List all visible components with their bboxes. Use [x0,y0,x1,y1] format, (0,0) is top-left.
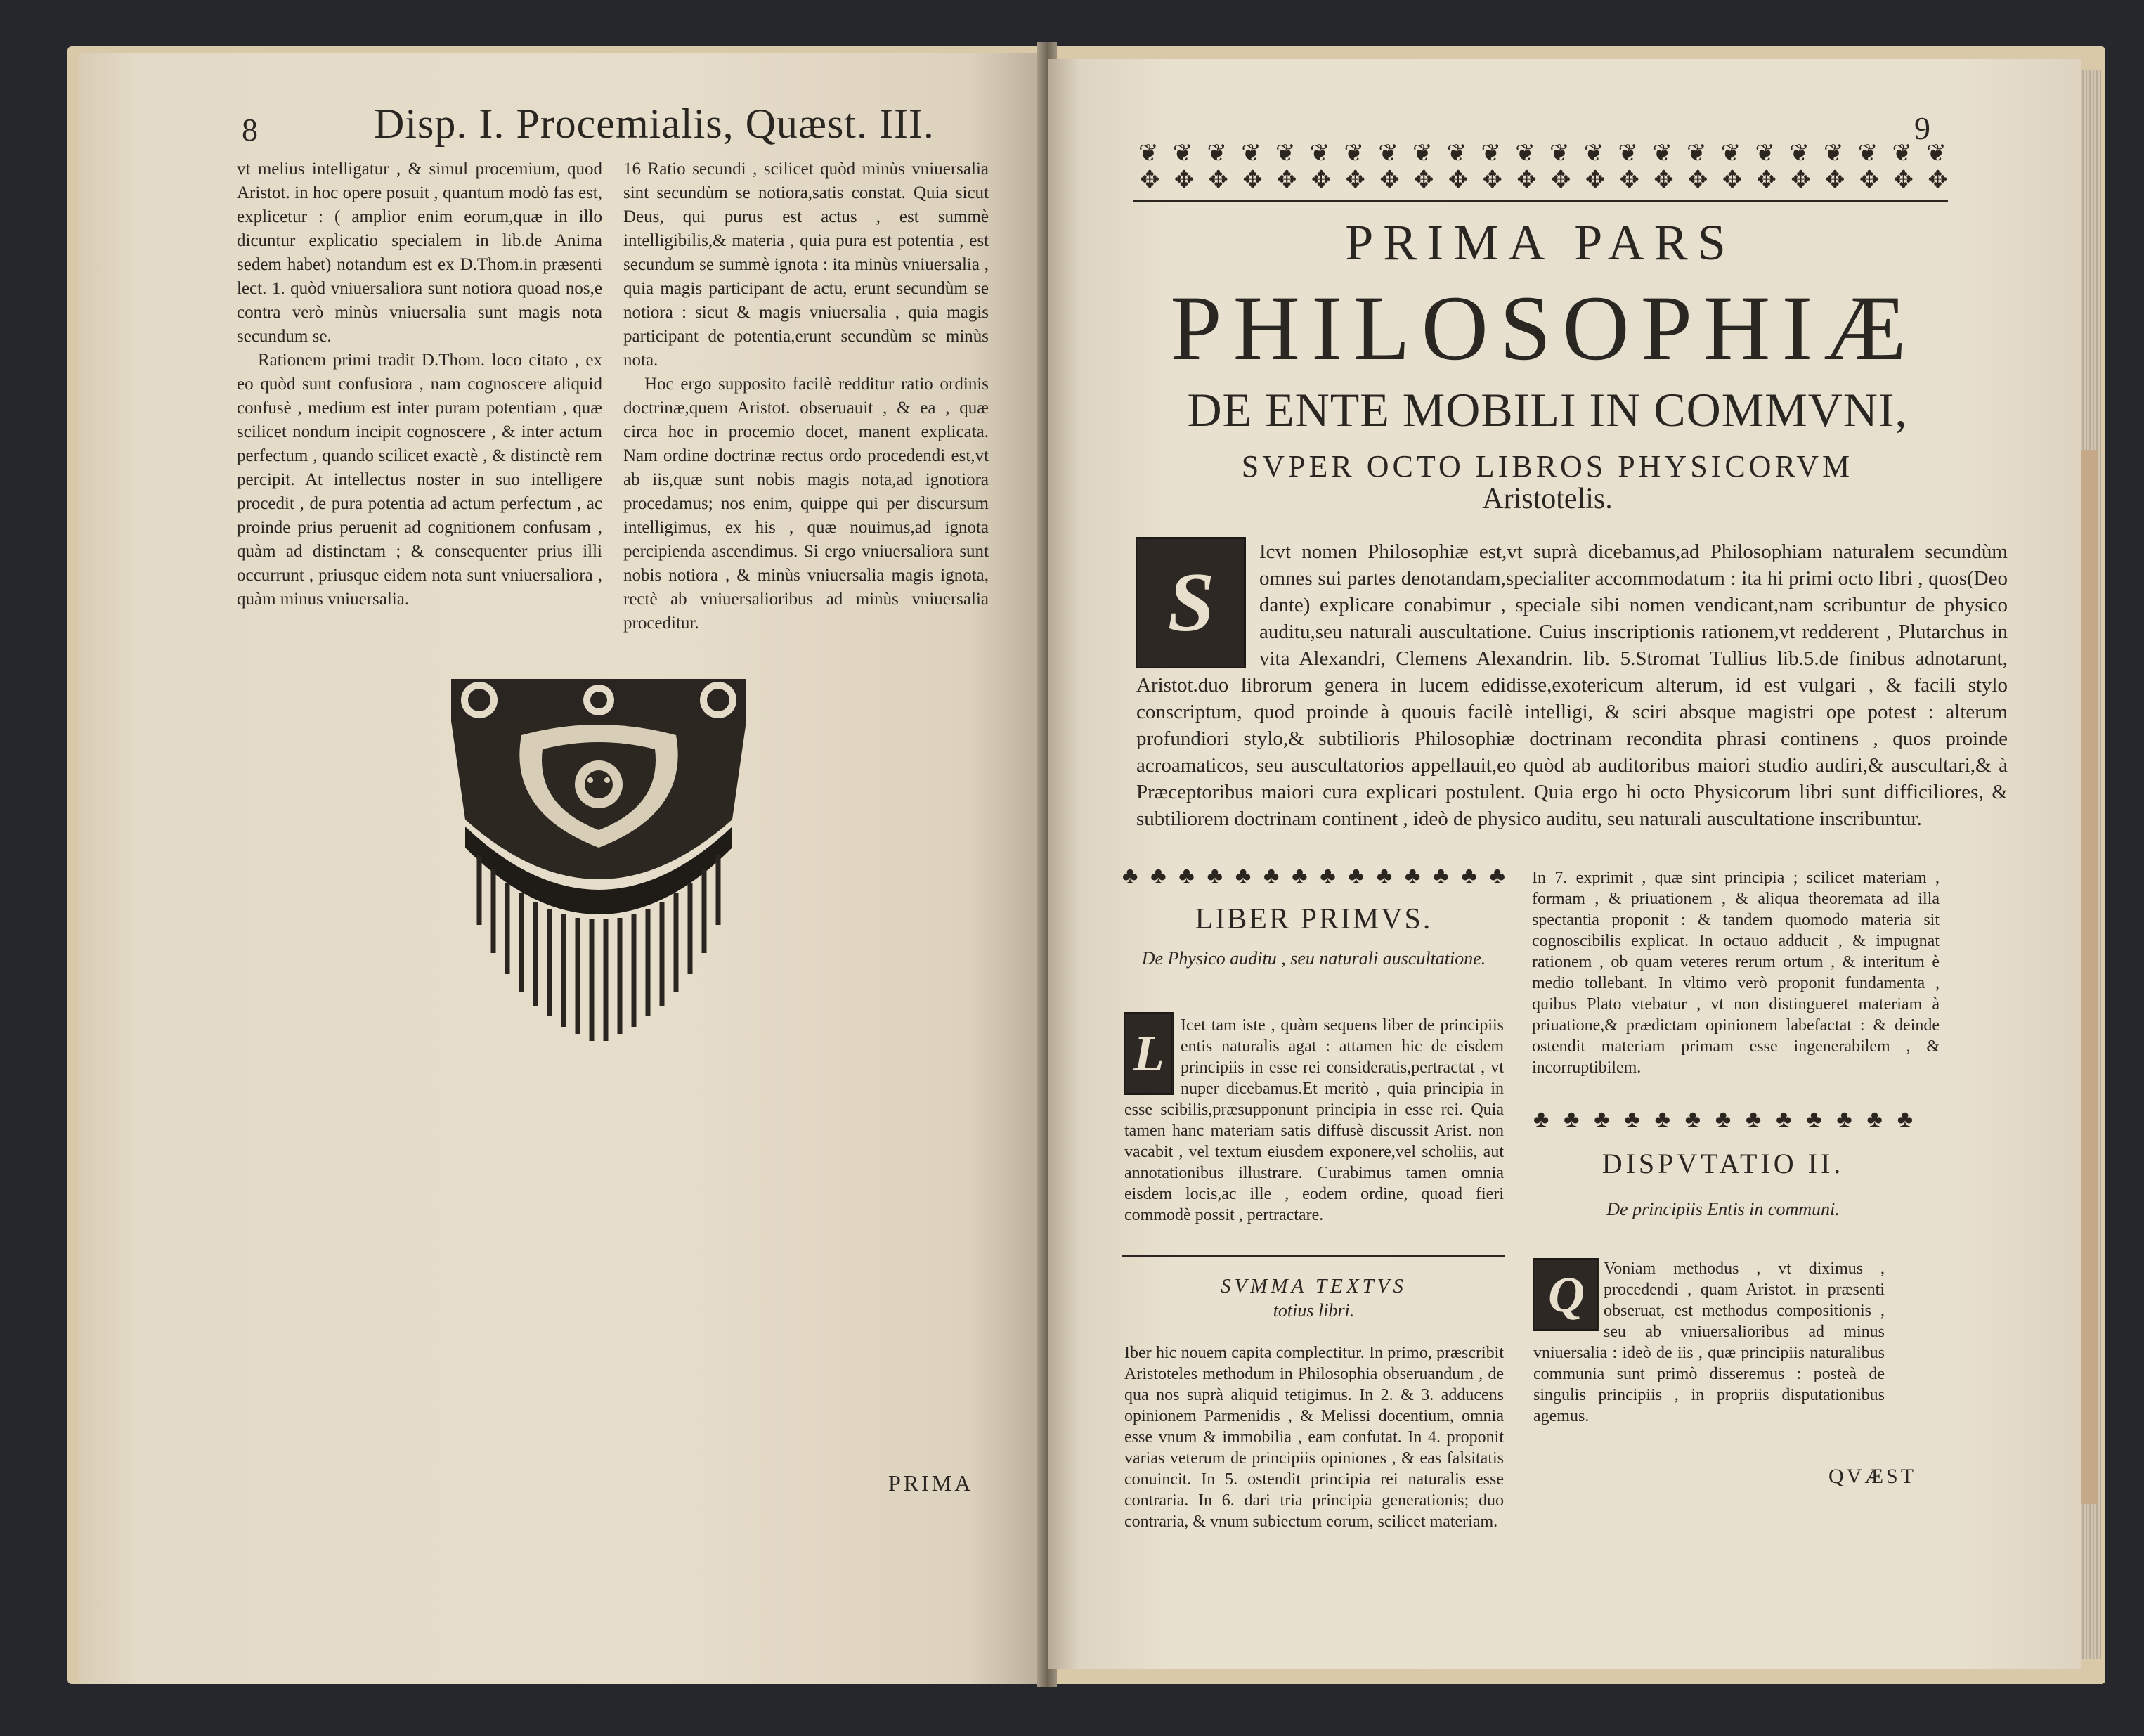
right-catchword: QVÆST [1828,1465,1917,1488]
disputatio-paragraph-float [1533,1258,1604,1328]
liber-paragraph-float [1124,1015,1181,1096]
disputatio-heading: DISPVTATIO II. [1601,1148,1845,1179]
left-page-number: 8 [242,112,258,148]
left-col1-paragraph-2: Rationem primi tradit D.Thom. loco citato , ex eo quòd sunt confusiora , nam cognoscere aliquid confusè , medium est inter puram potentiam , quæ scilicet nondum incipit cognoscere , & inter actum perfectum , quando scilicet exactè , & distinctè rem percipit. At intellectus noster in suo intelligere procedit , de pura potentia ad actum perfectum , ac proinde prius peruenit ad cognitionem confusam , quàm ad distinctam ; & consequenter prius illi occurrunt , priusque eidem nota sunt vniuersaliora , quàm minus vniuersalia. [237,351,602,609]
left-column-1 [237,157,602,611]
right-page [1048,59,2081,1669]
summa-rule [1122,1255,1505,1257]
title-line-5: Aristotelis. [1482,483,1613,515]
headpiece-ornament-icon: ❦ ❦ ❦ ❦ ❦ ❦ ❦ ❦ ❦ ❦ ❦ ❦ ❦ ❦ ❦ ❦ ❦ ❦ ❦ ❦ ❦ ❦ ❦ ❦ [1138,141,1947,167]
left-col1-paragraph-1: vt melius intelligatur , & simul procemium, quod Aristot. in hoc opere posuit , quantum modò fas est, explicetur : ( amplior enim eorum,quæ in illo dicuntur explicatio specialem in lib.de Anima sedem habet) notandum est ex D.Thom.in præsenti lect. 1. quòd vniuersaliora sunt notiora quoad nos,e contra verò minùs vniuersalia sunt magis nota secundum se. [237,160,602,346]
intro-wrap-spacer [1136,537,1249,668]
liber-drop-cap: L [1124,1012,1174,1095]
right-column-paragraph: In 7. exprimit , quæ sint principia ; scilicet materiam , formam , & priuationem , & aliqua theoremata ad illa spectantia proponit : & tandem quomodo materia sit cognoscibilis explicat. In octauo adducit , & impugnat rationem , ob quam veteres rerum ortum , & interitum è medio tollebant. In vltimo verò proponit fundamenta , quibus Plato vtebatur , vt non distingueret materiam à priuatione,& prædictam opinionem labefactat : & deinde ostendit materiam primam esse ingenerabilem , & incorruptibilem. [1532,869,1940,1077]
left-col2-paragraph-2: Hoc ergo supposito facilè redditur ratio ordinis doctrinæ,quem Aristot. obseruauit , & ea , quæ circa hoc in procemio docet, manent explicata. Nam ordine doctrinæ rectus ordo procedendi est,vt ab iis,quæ sunt nobis magis nota,ad ignotiora procedamus; nos enim, quippe qui per discursum intelligimus, ex his , quæ nouimus,ad ignota percipienda ascendimus. Si ergo vniuersaliora sunt nobis notiora , & minùs vniuersalia magis ignota, rectè ab vniuersalioribus ad minùs vniuersalia proceditur. [623,375,989,633]
summa-heading: SVMMA TEXTVS [1221,1275,1407,1297]
right-page-number: 9 [1914,110,1930,146]
intro-paragraph: Icvt nomen Philosophiæ est,vt suprà dicebamus,ad Philosophiam naturalem secundùm omnes sui partes denotandam,specialiter accommodatum : ita hi primi octo libri , quos(Deo dante) explicare conabimur , speciale sibi nomen vendicant,nam scribuntur de physico auditu,seu naturali auscultatione. Cuius inscriptionis rationem,vt redderent , Plutarchus in vita Alexandri, Clemens Alexandrin. lib. 5.Stromat Tullius lib.5.de finibus adnotarunt, Aristot.duo librorum genera in lucem edidisse,exotericum alterum, id est vulgari , & facili stylo conscriptum, quod proinde à quouis facilè intelligi, & sciri absque magistri ope potest : alterum profundiori stylo,& subtilioris Philosophiæ doctrinam recondita phrasi continens , quos proinde acroamaticos, seu auscultatorios appellauit,eo quòd ab auditoribus maiori studio audiri,& auscultari,& à Præceptoribus maiori cura explicari postulent. Quia ergo hi octo Physicorum libri sunt difficiliores, & subtiliorem doctrinam continent , ideò de physico auditu, seu naturali auscultatione inscribuntur. [1136,538,2008,832]
liber-heading: LIBER PRIMVS. [1195,903,1433,935]
left-catchword: PRIMA [888,1470,974,1496]
disputatio-subheading: De principiis Entis in communi. [1606,1199,1840,1219]
title-line-1: PRIMA PARS [1345,214,1736,271]
summa-paragraph: Iber hic nouem capita complectitur. In primo, præscribit Aristoteles methodum in Philosophia obseruandum , de qua nos suprà aliquid tetigimus. In 2. & 3. adducens opinionem Parmenidis , & Melissi docentium, omnia esse vnum & immobilia , eam confutat. In 4. proponit varias veterum de principiis opiniones , & eas falsitatis conuincit. In 5. ostendit principia rei naturalis esse contraria. In 6. dari tria principia generationis; duo contraria, & vnum subiectum eorum, scilicet materiam. [1124,1344,1504,1531]
disputatio-ornament-icon: ♣ ♣ ♣ ♣ ♣ ♣ ♣ ♣ ♣ ♣ ♣ ♣ ♣ [1533,1106,1913,1132]
fleuron-tailpiece-icon [437,672,760,1051]
liber-paragraph: Icet tam iste , quàm sequens liber de principiis entis naturalis agat : attamen hic de eisdem principiis in esse rei consideratis,pertractat , vt nuper dicebamus.Et meritò , quia principia in esse scibilis,præsupponunt principia in esse rei. Quia tamen hanc materiam satis diffusè discussit Arist. non vacabit , vel textum eiusdem exponere,vel scholiis, aut annotationibus illustrare. Curabimus tamen omnia eisdem locis,ac ille , eodem ordine, quoad fieri commodè possit , pertractare. [1124,1016,1504,1224]
liber-subheading: De Physico auditu , seu naturali auscultatione. [1141,948,1486,969]
headpiece-rule [1133,200,1948,202]
left-running-head: Disp. I. Procemialis, Quæst. III. [374,101,935,147]
left-page [79,53,1046,1684]
headpiece-ornament-row-2-icon: ✥ ✥ ✥ ✥ ✥ ✥ ✥ ✥ ✥ ✥ ✥ ✥ ✥ ✥ ✥ ✥ ✥ ✥ ✥ ✥ ✥ ✥ ✥ ✥ [1140,167,1948,193]
liber-ornament-icon: ♣ ♣ ♣ ♣ ♣ ♣ ♣ ♣ ♣ ♣ ♣ ♣ ♣ ♣ [1122,863,1505,889]
summa-subheading: totius libri. [1273,1300,1355,1321]
title-line-4: SVPER OCTO LIBROS PHYSICORVM [1241,449,1854,484]
disputatio-drop-cap: Q [1533,1258,1599,1331]
disputatio-paragraph: Voniam methodus , vt diximus , procedendi , quam Aristot. in præsenti obseruat, est methodus compositionis , seu ab vniuersalioribus ad minus vniuersalia : ideò de iis , quæ principiis naturalibus communia sunt primò disseremus : posteà de singulis principiis , in propriis disputationibus agemus. [1533,1259,1885,1425]
title-line-3: DE ENTE MOBILI IN COMMVNI, [1187,383,1908,436]
intro-drop-cap: S [1136,537,1246,668]
left-column-2 [623,157,989,635]
title-line-2: PHILOSOPHIÆ [1170,276,1918,380]
left-col2-paragraph-1: 16 Ratio secundi , scilicet quòd minùs vniuersalia sint secundùm se notiora,satis constat. Quia sicut Deus, qui purus est actus , est summè intelligibilis,& materia , quia pura est potentia , est secundum se summè ignota : ita minùs vniuersalia , quia magis participant de actu, erunt secundùm se notiora : sicut & magis vniuersalia , quia magis participant de potentia,erunt secundùm se minùs nota. [623,160,989,370]
